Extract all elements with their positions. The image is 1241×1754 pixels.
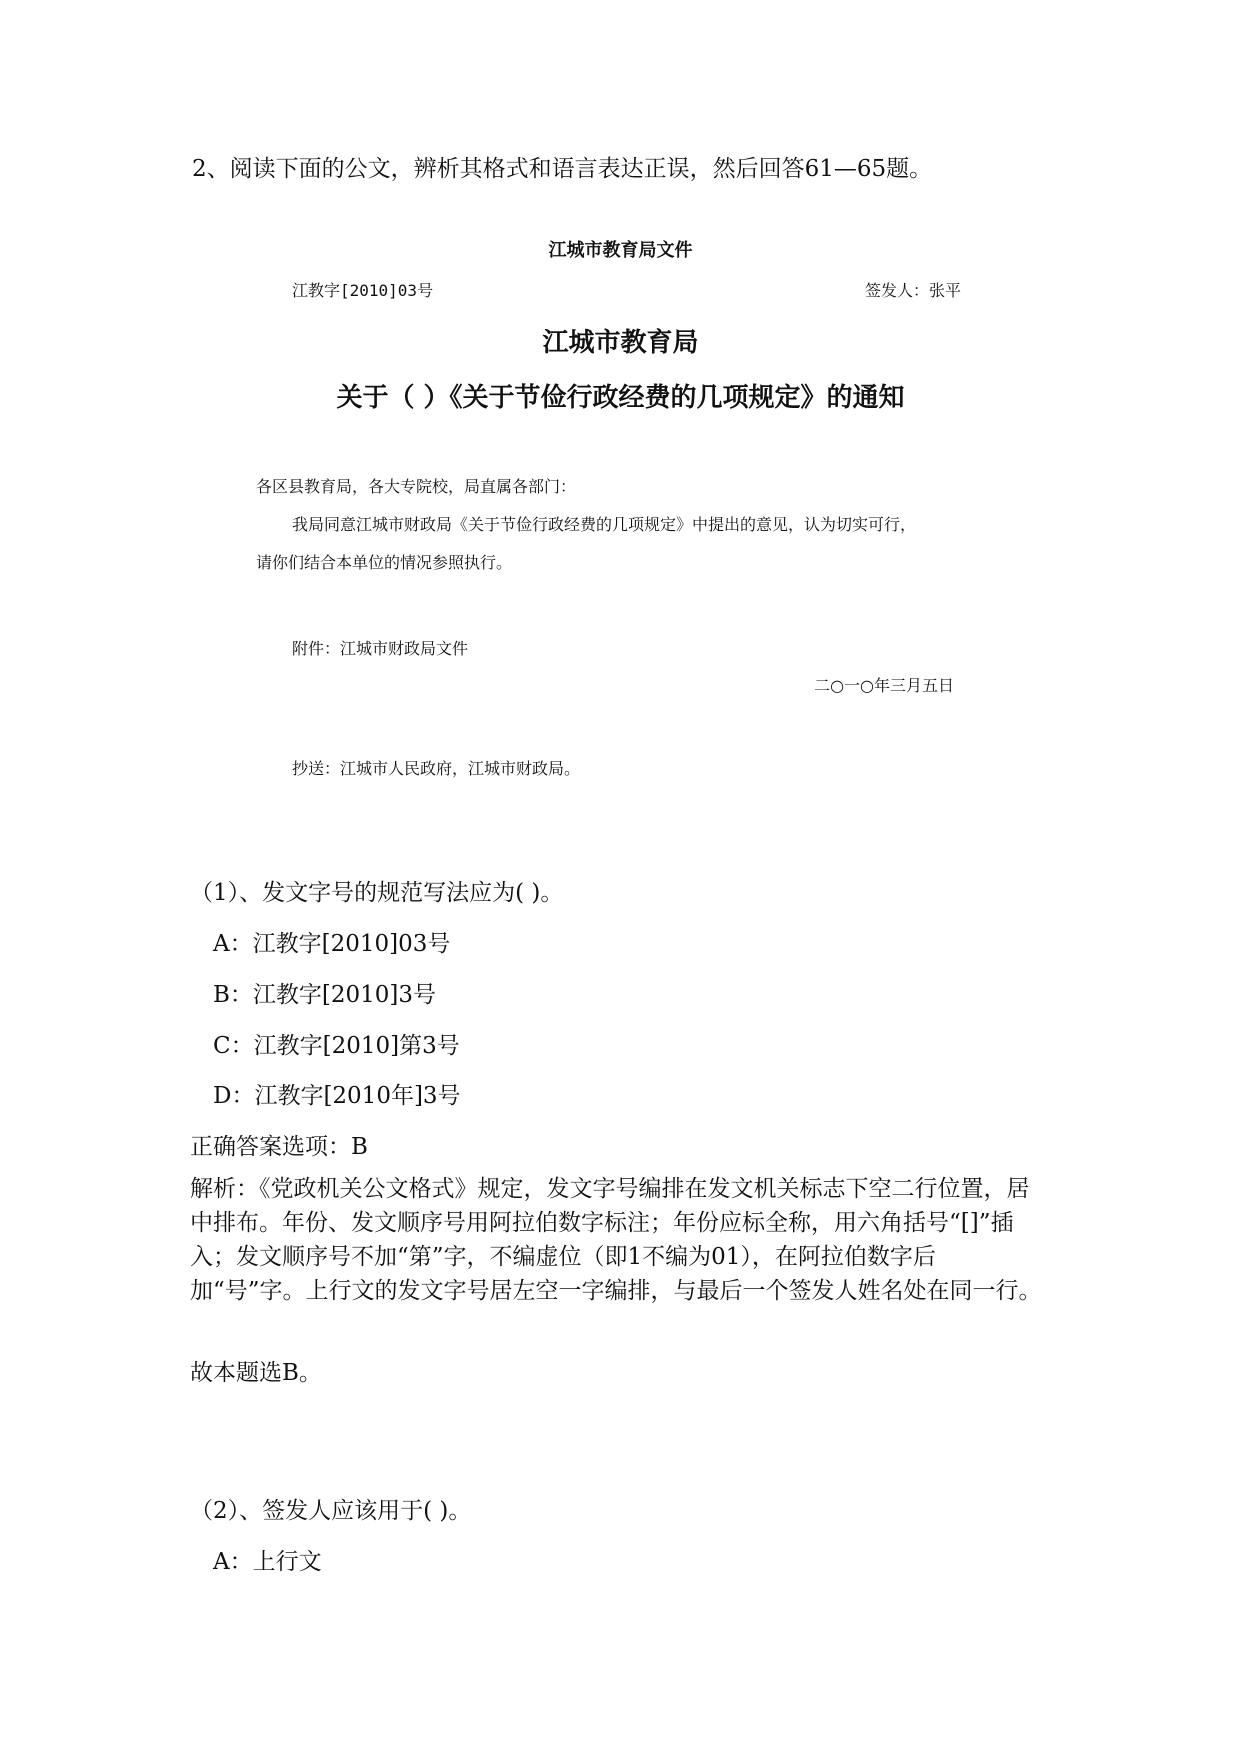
intro-text: 2、阅读下面的公文，辨析其格式和语言表达正误，然后回答61—65题。 [192, 156, 933, 182]
question-1-answer: 正确答案选项：B [190, 1134, 368, 1160]
question-1-explanation: 解析：《党政机关公文格式》规定，发文字号编排在发文机关标志下空二行位置，居中排布。年份、发文顺序号用阿拉伯数字标注；年份应标全称，用六角括号“[]”插入；发文顺序号不加“第”字，不编虚位（即1不编为01），在阿拉伯数字后加“号”字。上行文的发文字号居左空一字编排，与最后一个签发人姓名处在同一行。 [190, 1176, 1042, 1304]
document-body-line1: 我局同意江城市财政局《关于节俭行政经费的几项规定》中提出的意见，认为切实可行， [292, 515, 917, 534]
question-2-option-a: A：上行文 [213, 1549, 322, 1575]
question-2-stem: （2）、签发人应该用于( )。 [190, 1498, 472, 1524]
document-salutation: 各区县教育局，各大专院校，局直属各部门： [256, 477, 577, 496]
question-1-conclusion: 故本题选B。 [190, 1360, 322, 1386]
document-number: 江教字[2010]03号 [292, 281, 434, 300]
document-date: 二○一○年三月五日 [814, 676, 954, 695]
question-1-option-d: D：江教字[2010年]3号 [213, 1083, 461, 1109]
question-1-stem: （1）、发文字号的规范写法应为( )。 [190, 880, 564, 906]
document-cc: 抄送：江城市人民政府，江城市财政局。 [292, 759, 581, 778]
document-title-line2: 关于（ ）《关于节俭行政经费的几项规定》的通知 [336, 383, 905, 413]
document-title-line1: 江城市教育局 [542, 328, 699, 358]
document-attachment: 附件：江城市财政局文件 [292, 639, 469, 658]
question-1-option-b: B：江教字[2010]3号 [213, 982, 437, 1008]
question-1-option-c: C：江教字[2010]第3号 [213, 1033, 460, 1059]
question-1-option-a: A：江教字[2010]03号 [213, 931, 451, 957]
document-header: 江城市教育局文件 [548, 240, 693, 261]
document-signer: 签发人：张平 [864, 281, 961, 300]
document-body-line2: 请你们结合本单位的情况参照执行。 [256, 553, 513, 572]
